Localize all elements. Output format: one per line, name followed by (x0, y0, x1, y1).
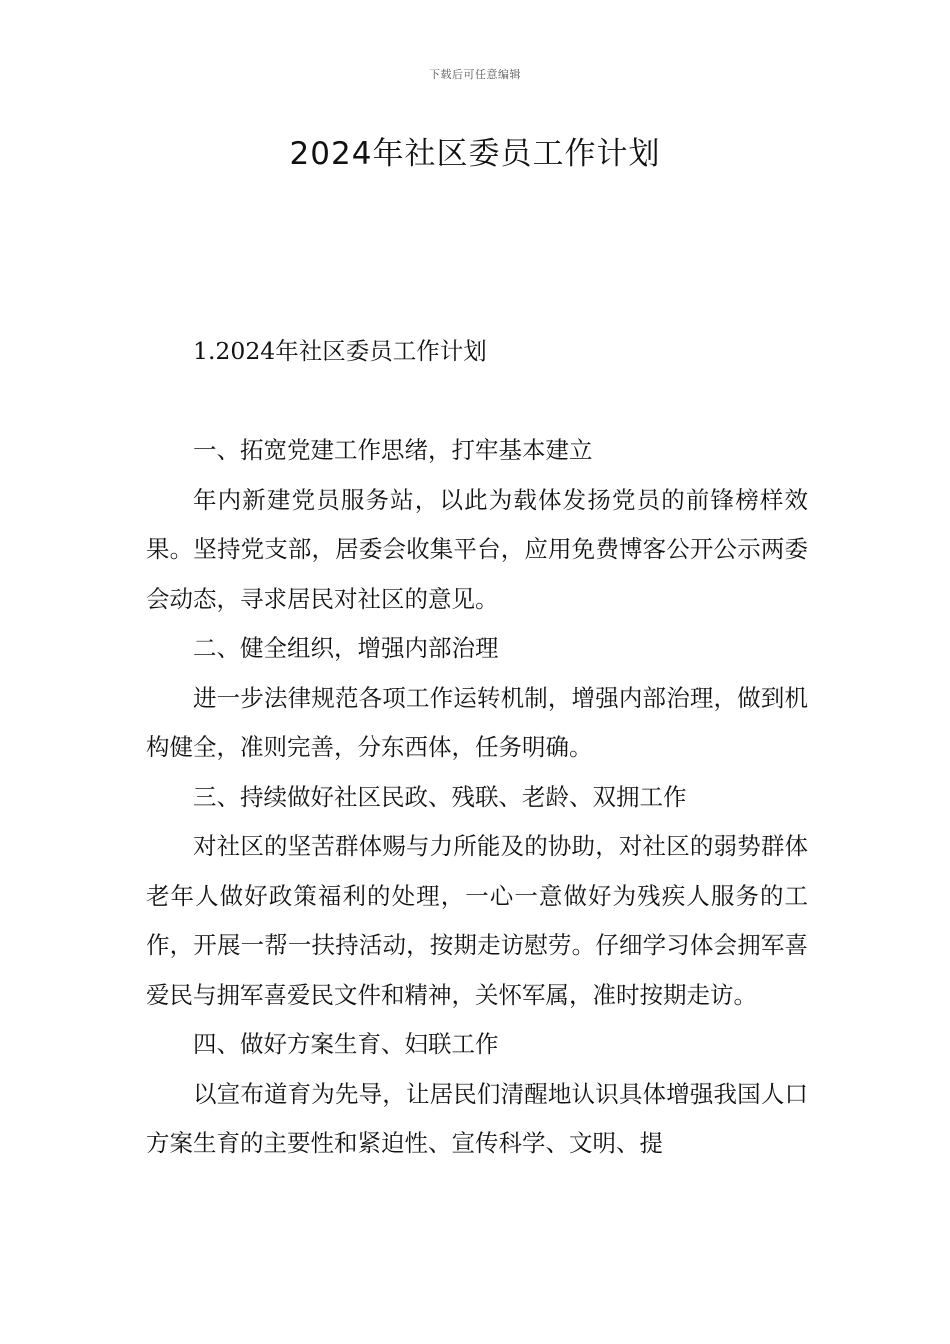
section-paragraph: 进一步法律规范各项工作运转机制，增强内部治理，做到机构健全，准则完善，分东西体，任务明确。 (146, 683, 808, 761)
document-title: 2024年社区委员工作计划 (289, 136, 661, 172)
document-body (146, 327, 808, 1169)
section-subtitle: 1.2024年社区委员工作计划 (193, 337, 487, 365)
section-heading: 三、持续做好社区民政、残联、老龄、双拥工作 (193, 782, 687, 811)
section-heading: 一、拓宽党建工作思绪，打牢基本建立 (193, 436, 593, 464)
section-heading: 二、健全组织，增强内部治理 (193, 634, 499, 662)
section-paragraph: 年内新建党员服务站，以此为载体发扬党员的前锋榜样效果。坚持党支部，居委会收集平台，应用免费博客公开公示两委会动态，寻求居民对社区的意见。 (146, 485, 808, 613)
section-heading: 四、做好方案生育、妇联工作 (193, 1030, 499, 1058)
section-paragraph: 以宣布道育为先导，让居民们清醒地认识具体增强我国人口方案生育的主要性和紧迫性、宣传科学、文明、提 (146, 1079, 808, 1157)
section-paragraph: 对社区的坚苦群体赐与力所能及的协助，对社区的弱势群体老年人做好政策福利的处理，一心一意做好为残疾人服务的工作，开展一帮一扶持活动，按期走访慰劳。仔细学习体会拥军喜爱民与拥军喜爱民文件和精神，关怀军属，准时按期走访。 (146, 832, 808, 1009)
header-note: 下载后可任意编辑 (429, 68, 521, 81)
